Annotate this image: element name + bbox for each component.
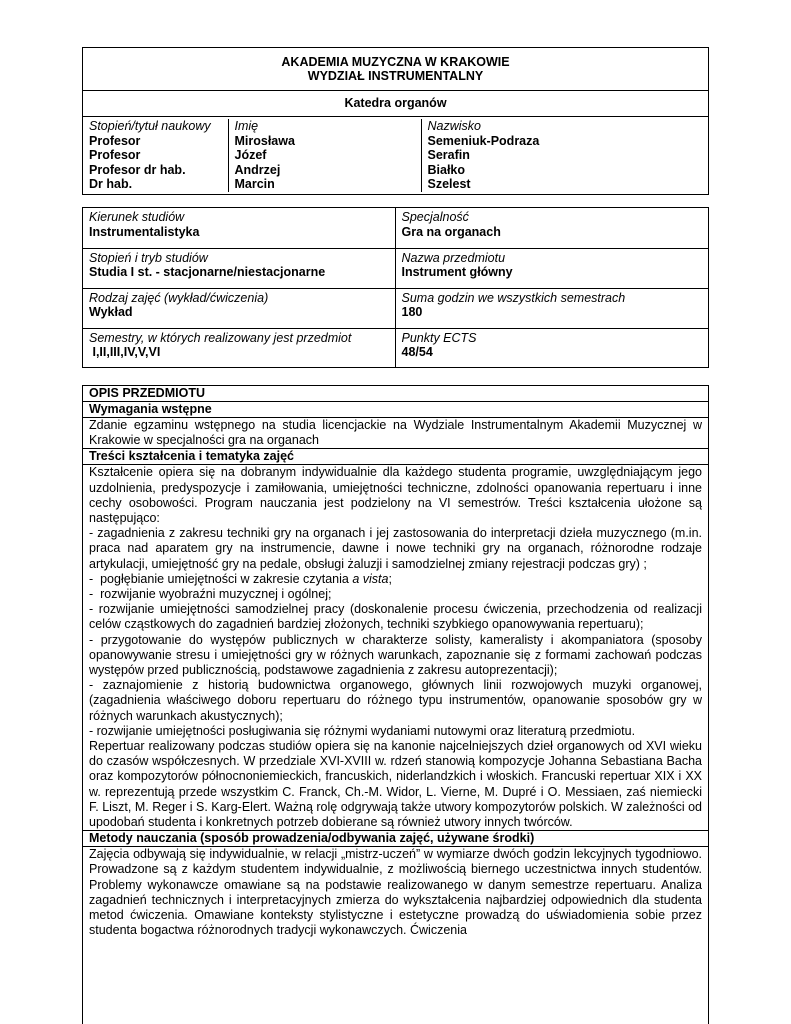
staff-header-last: Nazwisko	[427, 119, 481, 133]
info-table	[83, 208, 708, 367]
info-row	[83, 328, 708, 367]
staff-title: Profesor	[83, 148, 228, 163]
info-left-value: Instrumentalistyka	[89, 224, 200, 239]
info-box	[82, 207, 709, 368]
staff-row	[83, 148, 708, 163]
info-row	[83, 208, 708, 248]
content-repertoire: Repertuar realizowany podczas studiów opiera się na kanonie najcelniejszych dzieł organowych od XVI wieku do czasów współczesnych. W przedziale XVI-XVIII w. rdzeń stanowią kompozycje Johanna Sebastiana Bacha oraz kompozytorów północnoniemieckich, francuskich, niderlandzkich i włoskich. Francuski repertuar XIX i XX w. reprezentują przede wszystkim C. Franck, Ch.-M. Widor, L. Vierne, M. Dupré i O. Messiaen, zaś niemiecki F. Liszt, M. Reger i S. Karg-Elert. Ważną rolę odgrywają także utwory kompozytorów polskich. W zależności od upodobań studenta i konkretnych potrzeb dobierane są również utwory innych twórców.	[89, 739, 702, 830]
staff-last: Szelest	[427, 177, 471, 192]
staff-last: Serafin	[427, 148, 470, 163]
staff-row	[83, 134, 708, 149]
info-row	[83, 248, 708, 288]
content-item: - zaznajomienie z historią budownictwa organowego, głównych linii rozwojowych muzyki organowej, (zagadnienia właściwego doboru repertuaru do różnego typu instrumentów, opanowanie sposobów gry w różnych warunkach akustycznych);	[89, 678, 702, 723]
staff-first: Marcin	[228, 177, 421, 192]
department-title: Katedra organów	[83, 90, 708, 117]
info-left-value: Wykład	[89, 305, 133, 320]
info-right-label: Specjalność	[401, 210, 469, 224]
header-box	[82, 47, 709, 195]
academy-title: AKADEMIA MUZYCZNA W KRAKOWIE	[281, 55, 510, 69]
staff-first: Józef	[228, 148, 421, 163]
content-item-text: - pogłębianie umiejętności w zakresie czytania	[89, 571, 353, 586]
content-item-text: ;	[388, 571, 392, 586]
staff-last: Białko	[427, 162, 466, 177]
methods-heading: Metody nauczania (sposób prowadzenia/odbywania zajęć, używane środki)	[83, 830, 708, 846]
info-left-label: Rodzaj zajęć (wykład/ćwiczenia)	[89, 290, 269, 305]
staff-title: Dr hab.	[83, 177, 228, 192]
info-right-label: Nazwa przedmiotu	[401, 250, 506, 265]
staff-header-title: Stopień/tytuł naukowy	[83, 119, 228, 134]
info-left-value: I,II,III,IV,V,VI	[89, 345, 161, 360]
staff-last: Semeniuk-Podraza	[427, 133, 540, 148]
content-item	[89, 572, 702, 587]
content-intro: Kształcenie opiera się na dobranym indywidualnie dla każdego studenta programie, uwzględniającym jego uzdolnienia, predyspozycje i zamiłowania, umiejętności techniczne, zdolności opanowania repertuaru i inne cechy osobowości. Program nauczania jest podzielony na VI semestrów. Treści kształcenia ułożone są następująco:	[89, 465, 702, 526]
content-item: - przygotowanie do występów publicznych w charakterze solisty, kameralisty i akompaniatora (sposoby opanowywanie stresu i umiejętności gry w różnych warunkach, zapoznanie się z formami zachowań podczas występów przed publicznością, podstawowe zagadnienia z zakresu autoprezentacji);	[89, 632, 702, 678]
staff-row	[83, 177, 708, 192]
info-row	[83, 288, 708, 328]
content-item: - rozwijanie umiejętności posługiwania się różnymi wydaniami nutowymi oraz literaturą przedmiotu.	[89, 723, 636, 738]
content-heading: Treści kształcenia i tematyka zajęć	[83, 448, 708, 464]
staff-first: Mirosława	[228, 134, 421, 149]
content-item: - zagadnienia z zakresu techniki gry na organach i jej zastosowania do interpretacji dzieła muzycznego (m.in. praca nad aparatem gry na instrumencie, dawne i nowe techniki gry na organach, różnorodne rodzaje artykulacji, umiejętność gry na pedale, obsługi żaluzji i samodzielnej zmiany rejestracji podczas gry) ;	[89, 526, 702, 571]
staff-header-first: Imię	[228, 119, 421, 134]
staff-row	[83, 163, 708, 178]
info-left-label: Kierunek studiów	[89, 210, 185, 224]
requirements-text: Zdanie egzaminu wstępnego na studia licencjackie na Wydziale Instrumentalnym Akademii Muzycznej w Krakowie w specjalności gra na organach	[83, 417, 708, 448]
methods-text: Zajęcia odbywają się indywidualnie, w relacji „mistrz-uczeń” w wymiarze dwóch godzin lekcyjnych tygodniowo. Prowadzone są z każdym studentem indywidualnie, z możliwością biernego uczestnictwa innych studentów. Problemy wykonawcze omawiane są na podstawie realizowanego w danym semestrze repertuaru. Analiza zagadnień technicznych i interpretacyjnych zmierza do wykształcenia najbardziej odpowiednich dla studenta metod ćwiczenia. Omawiane konteksty stylistyczne i estetyczne prowadzą do uświadomienia sobie przez studenta bogactwa różnorodnych tradycji wykonawczych. Ćwiczenia	[83, 846, 708, 938]
faculty-title: WYDZIAŁ INSTRUMENTALNY	[307, 69, 484, 83]
info-left-label: Semestry, w których realizowany jest przedmiot	[89, 330, 352, 345]
info-right-value: 180	[401, 305, 423, 320]
info-right-value: Instrument główny	[401, 265, 513, 280]
info-left-label: Stopień i tryb studiów	[89, 250, 208, 265]
description-title: OPIS PRZEDMIOTU	[89, 386, 205, 400]
staff-title: Profesor dr hab.	[83, 163, 228, 178]
content-item: - rozwijanie umiejętności samodzielnej pracy (doskonalenie procesu ćwiczenia, przechodzenia od realizacji celów cząstkowych do zagadnień bardziej złożonych, techniki szybkiego opanowywania repertuaru);	[89, 602, 702, 632]
content-body	[83, 464, 708, 830]
content-item-emphasis: a vista	[352, 571, 389, 586]
info-right-value: 48/54	[401, 345, 433, 360]
staff-title: Profesor	[83, 134, 228, 149]
info-right-label: Punkty ECTS	[401, 330, 477, 345]
content-item: - rozwijanie wyobraźni muzycznej i ogólnej;	[89, 587, 332, 602]
info-left-value: Studia I st. - stacjonarne/niestacjonarne	[89, 265, 326, 280]
info-right-value: Gra na organach	[401, 224, 501, 239]
description-box	[82, 385, 709, 1024]
staff-table	[83, 119, 708, 192]
requirements-heading: Wymagania wstępne	[83, 401, 708, 417]
staff-first: Andrzej	[228, 163, 421, 178]
info-right-label: Suma godzin we wszystkich semestrach	[401, 290, 626, 305]
